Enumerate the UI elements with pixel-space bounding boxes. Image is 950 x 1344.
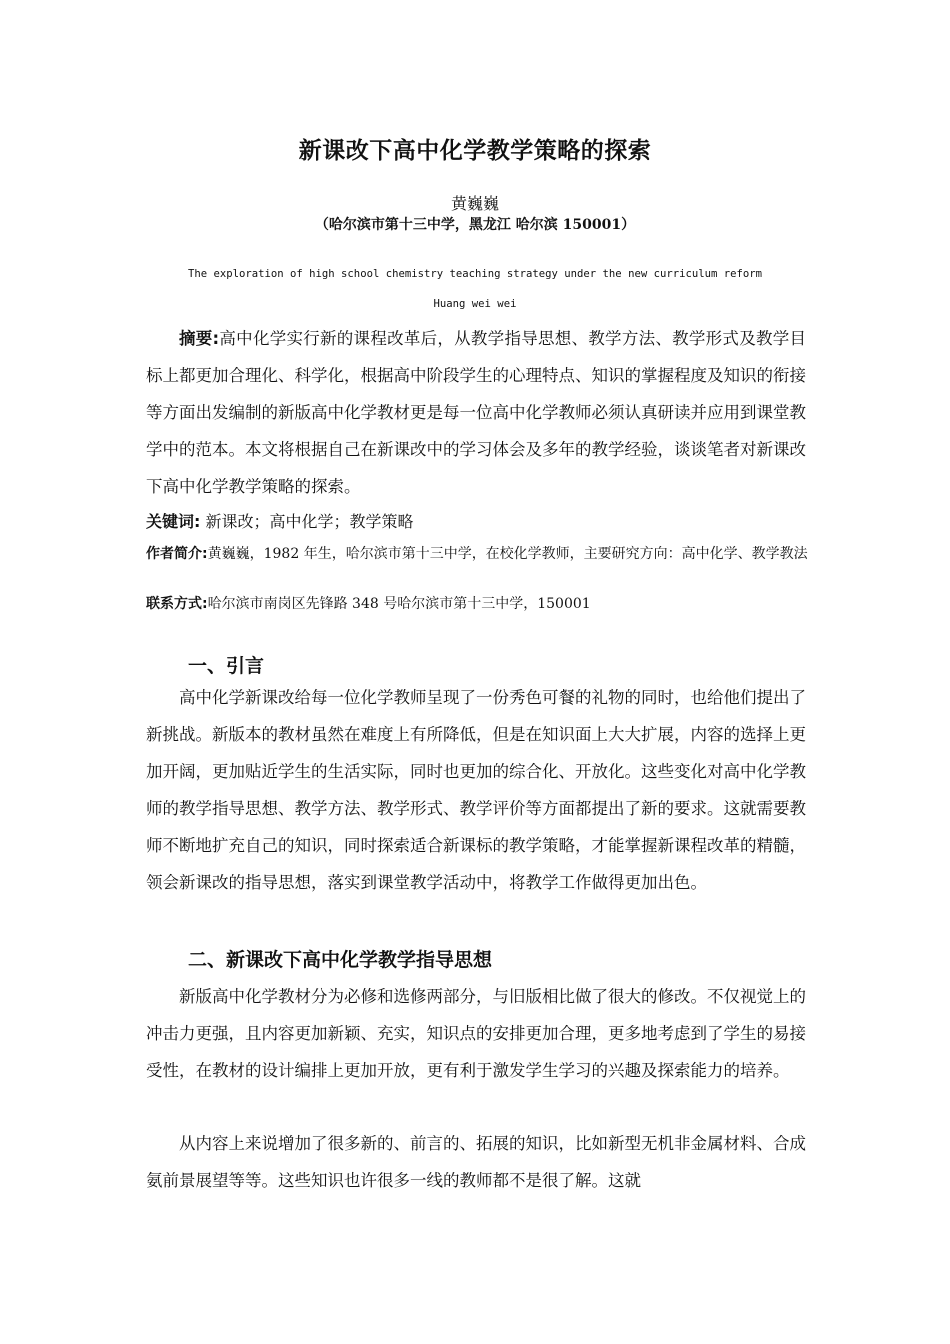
abstract-text: 高中化学实行新的课程改革后，从教学指导思想、教学方法、教学形式及教学目标上都更加合理化、科学化，根据高中阶段学生的心理特点、知识的掌握程度及知识的衔接等方面出发编制的新版高中化学教材更是每一位高中化学教师必须认真研读并应用到课堂教学中的范本。本文将根据自己在新课改中的学习体会及多年的教学经验，谈谈笔者对新课改下高中化学教学策略的探索。 (146, 329, 806, 496)
english-author: Huang wei wei (433, 298, 517, 310)
section-heading-guiding-ideas: 二、新课改下高中化学教学指导思想 (188, 949, 493, 971)
keywords-text: 新课改；高中化学；教学策略 (205, 512, 414, 531)
author-affiliation: （哈尔滨市第十三中学，黑龙江 哈尔滨 150001） (314, 217, 636, 233)
section1-paragraph: 高中化学新课改给每一位化学教师呈现了一份秀色可餐的礼物的同时，也给他们提出了新挑战。新版本的教材虽然在难度上有所降低，但是在知识面上大大扩展，内容的选择上更加开阔，更加贴近学生的生活实际，同时也更加的综合化、开放化。这些变化对高中化学教师的教学指导思想、教学方法、教学形式、教学评价等方面都提出了新的要求。这就需要教师不断地扩充自己的知识，同时探索适合新课标的教学策略，才能掌握新课程改革的精髓，领会新课改的指导思想，落实到课堂教学活动中，将教学工作做得更加出色。 (146, 688, 806, 892)
paper-title: 新课改下高中化学教学策略的探索 (298, 138, 652, 164)
section2-paragraph-2: 从内容上来说增加了很多新的、前言的、拓展的知识，比如新型无机非金属材料、合成氨前景展望等等。这些知识也许很多一线的教师都不是很了解。这就 (146, 1134, 806, 1190)
abstract (146, 320, 806, 505)
english-title: The exploration of high school chemistry teaching strategy under the new curriculum reform (187, 268, 763, 280)
section2-paragraph-1: 新版高中化学教材分为必修和选修两部分，与旧版相比做了很大的修改。不仅视觉上的冲击力更强，且内容更加新颖、充实，知识点的安排更加合理，更多地考虑到了学生的易接受性，在教材的设计编排上更加开放，更有利于激发学生学习的兴趣及探索能力的培养。 (146, 987, 806, 1080)
section-heading-introduction: 一、引言 (188, 655, 265, 677)
author-intro-label: 作者简介: (146, 546, 208, 562)
keywords (146, 510, 414, 534)
author-intro-text: 黄巍巍，1982 年生，哈尔滨市第十三中学，在校化学教师，主要研究方向：高中化学、教学教法 (207, 546, 808, 562)
contact-label: 联系方式: (146, 596, 208, 612)
abstract-label: 摘要: (179, 329, 220, 348)
contact-text: 哈尔滨市南岗区先锋路 348 号哈尔滨市第十三中学，150001 (207, 596, 591, 612)
contact-info (146, 593, 811, 616)
author-intro (146, 543, 811, 566)
keywords-label: 关键词: (146, 512, 201, 531)
author-name: 黄巍巍 (450, 194, 499, 213)
